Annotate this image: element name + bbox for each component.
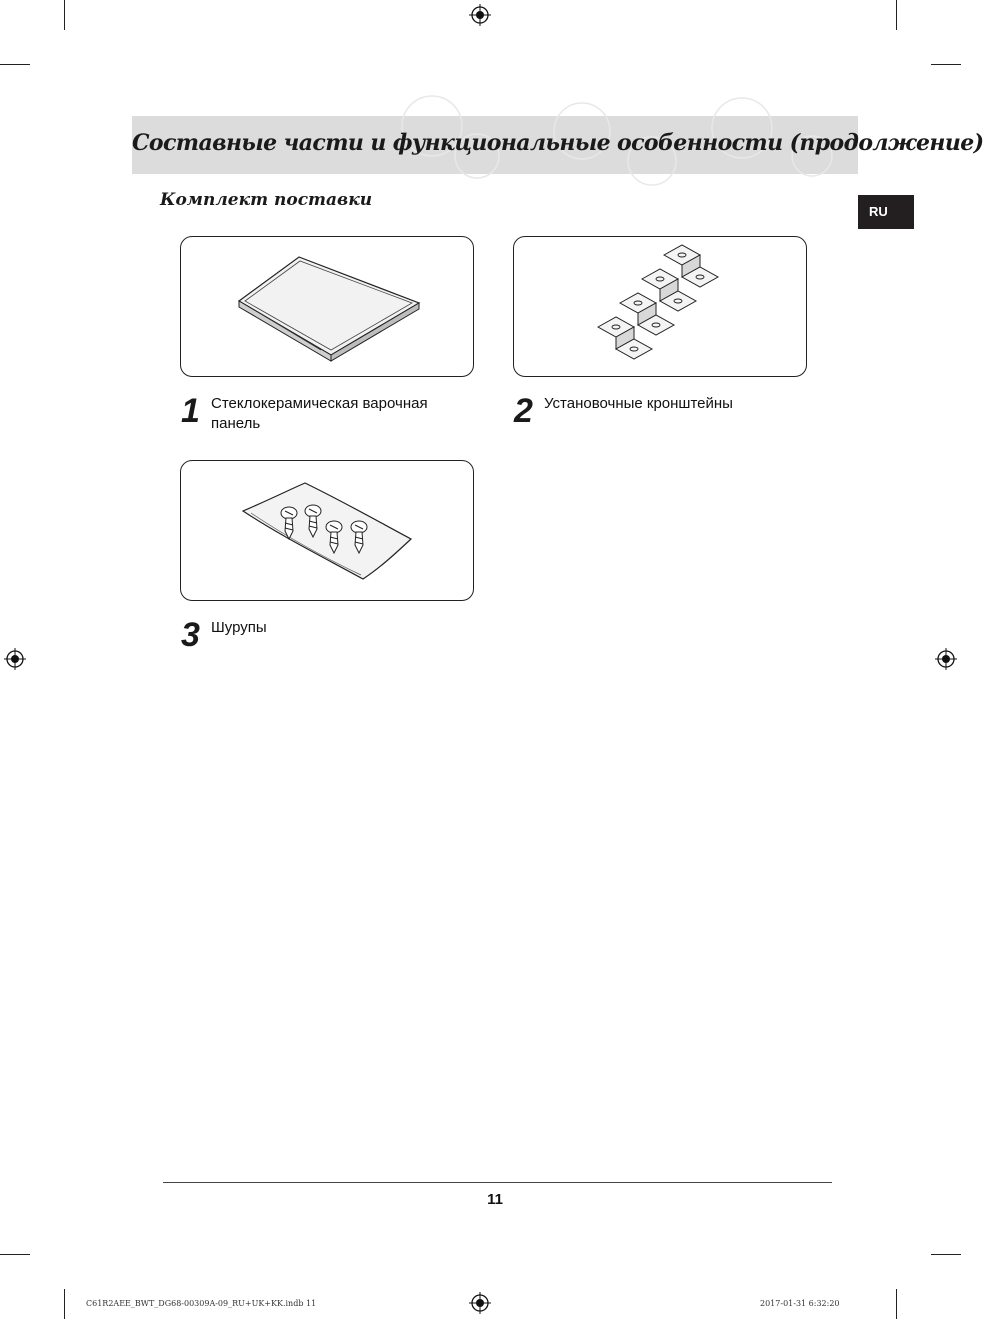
page-title: Составные части и функциональные особенности (продолжение) [132,130,984,156]
header-band [132,116,984,174]
crop-mark [0,64,30,65]
section-title: Комплект поставки [160,190,373,210]
screws-bag-icon [181,461,475,602]
item-number: 1 [181,392,200,430]
registration-mark-icon [469,4,491,26]
crop-mark [896,1289,897,1319]
crop-mark [0,1254,30,1255]
item-label: Шурупы [211,619,267,636]
footer-divider [163,1182,832,1183]
crop-mark [64,0,65,30]
item-number: 3 [181,616,200,654]
registration-mark-icon [935,648,957,670]
crop-mark [896,0,897,30]
item-number: 2 [514,392,533,430]
crop-mark [64,1289,65,1319]
registration-mark-icon [469,1292,491,1314]
item-label: Стеклокерамическая варочная панель [211,395,428,432]
registration-mark-icon [4,648,26,670]
item-image-frame [180,460,474,601]
page-number: 11 [487,1191,503,1208]
mounting-brackets-icon [514,237,808,378]
crop-mark [931,1254,961,1255]
glass-ceramic-hob-icon [181,237,475,378]
item-image-frame [180,236,474,377]
language-tab: RU [858,195,914,229]
item-image-frame [513,236,807,377]
item-label: Установочные кронштейны [544,395,733,412]
footer-timestamp: 2017-01-31 6:32:20 [760,1299,840,1308]
crop-mark [931,64,961,65]
footer-file-name: C61R2AEE_BWT_DG68-00309A-09_RU+UK+KK.indb 11 [86,1299,317,1308]
